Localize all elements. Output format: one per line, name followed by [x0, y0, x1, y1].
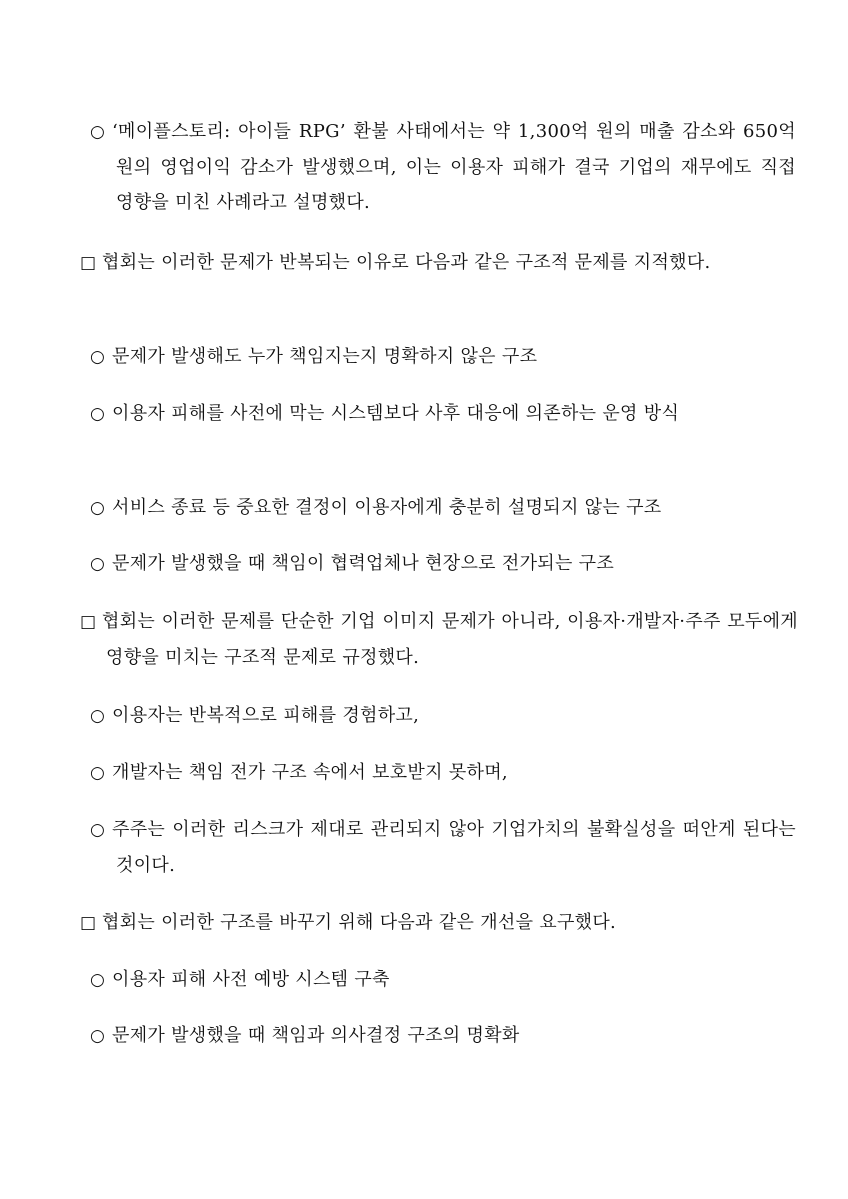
circle-bullet: ○: [90, 122, 105, 142]
paragraph-4: [90, 396, 796, 432]
paragraph-9: [90, 755, 796, 791]
paragraph-3: [90, 339, 796, 375]
paragraph-12: [90, 962, 796, 998]
square-bullet: □: [80, 612, 97, 632]
paragraph-2: [80, 245, 798, 281]
circle-bullet: ○: [90, 763, 105, 783]
paragraph-13: [90, 1018, 796, 1054]
square-bullet: □: [80, 913, 97, 933]
paragraph-3-text: 문제가 발생해도 누가 책임지는지 명확하지 않은 구조: [112, 346, 538, 367]
paragraph-11-text: 협회는 이러한 구조를 바꾸기 위해 다음과 같은 개선을 요구했다.: [102, 912, 617, 933]
paragraph-1: [90, 114, 796, 220]
paragraph-6-text: 문제가 발생했을 때 책임이 협력업체나 현장으로 전가되는 구조: [112, 553, 615, 574]
paragraph-5: [90, 490, 796, 526]
circle-bullet: ○: [90, 706, 105, 726]
paragraph-12-text: 이용자 피해 사전 예방 시스템 구축: [112, 969, 390, 990]
circle-bullet: ○: [90, 970, 105, 990]
circle-bullet: ○: [90, 554, 105, 574]
paragraph-5-text: 서비스 종료 등 중요한 결정이 이용자에게 충분히 설명되지 않는 구조: [112, 497, 662, 518]
square-bullet: □: [80, 253, 97, 273]
circle-bullet: ○: [90, 1026, 105, 1046]
paragraph-7: [80, 604, 798, 675]
paragraph-9-text: 개발자는 책임 전가 구조 속에서 보호받지 못하며,: [112, 762, 508, 783]
paragraph-13-text: 문제가 발생했을 때 책임과 의사결정 구조의 명확화: [112, 1025, 520, 1046]
paragraph-2-text: 협회는 이러한 문제가 반복되는 이유로 다음과 같은 구조적 문제를 지적했다.: [102, 252, 711, 273]
paragraph-6: [90, 546, 796, 582]
paragraph-1-text: ‘메이플스토리: 아이들 RPG’ 환불 사태에서는 약 1,300억 원의 매출 감소와 650억 원의 영업이익 감소가 발생했으며, 이는 이용자 피해가 결국 기업의 재무에도 직접 영향을 미친 사례라고 설명했다.: [112, 121, 796, 213]
paragraph-7-text: 협회는 이러한 문제를 단순한 기업 이미지 문제가 아니라, 이용자·개발자·주주 모두에게 영향을 미치는 구조적 문제로 규정했다.: [102, 611, 798, 668]
circle-bullet: ○: [90, 498, 105, 518]
paragraph-8-text: 이용자는 반복적으로 피해를 경험하고,: [112, 705, 420, 726]
paragraph-10-text: 주주는 이러한 리스크가 제대로 관리되지 않아 기업가치의 불확실성을 떠안게 된다는 것이다.: [112, 819, 796, 876]
paragraph-10: [90, 812, 796, 883]
circle-bullet: ○: [90, 820, 105, 840]
paragraph-8: [90, 698, 796, 734]
circle-bullet: ○: [90, 404, 105, 424]
circle-bullet: ○: [90, 347, 105, 367]
paragraph-4-text: 이용자 피해를 사전에 막는 시스템보다 사후 대응에 의존하는 운영 방식: [112, 403, 680, 424]
paragraph-11: [80, 905, 798, 941]
